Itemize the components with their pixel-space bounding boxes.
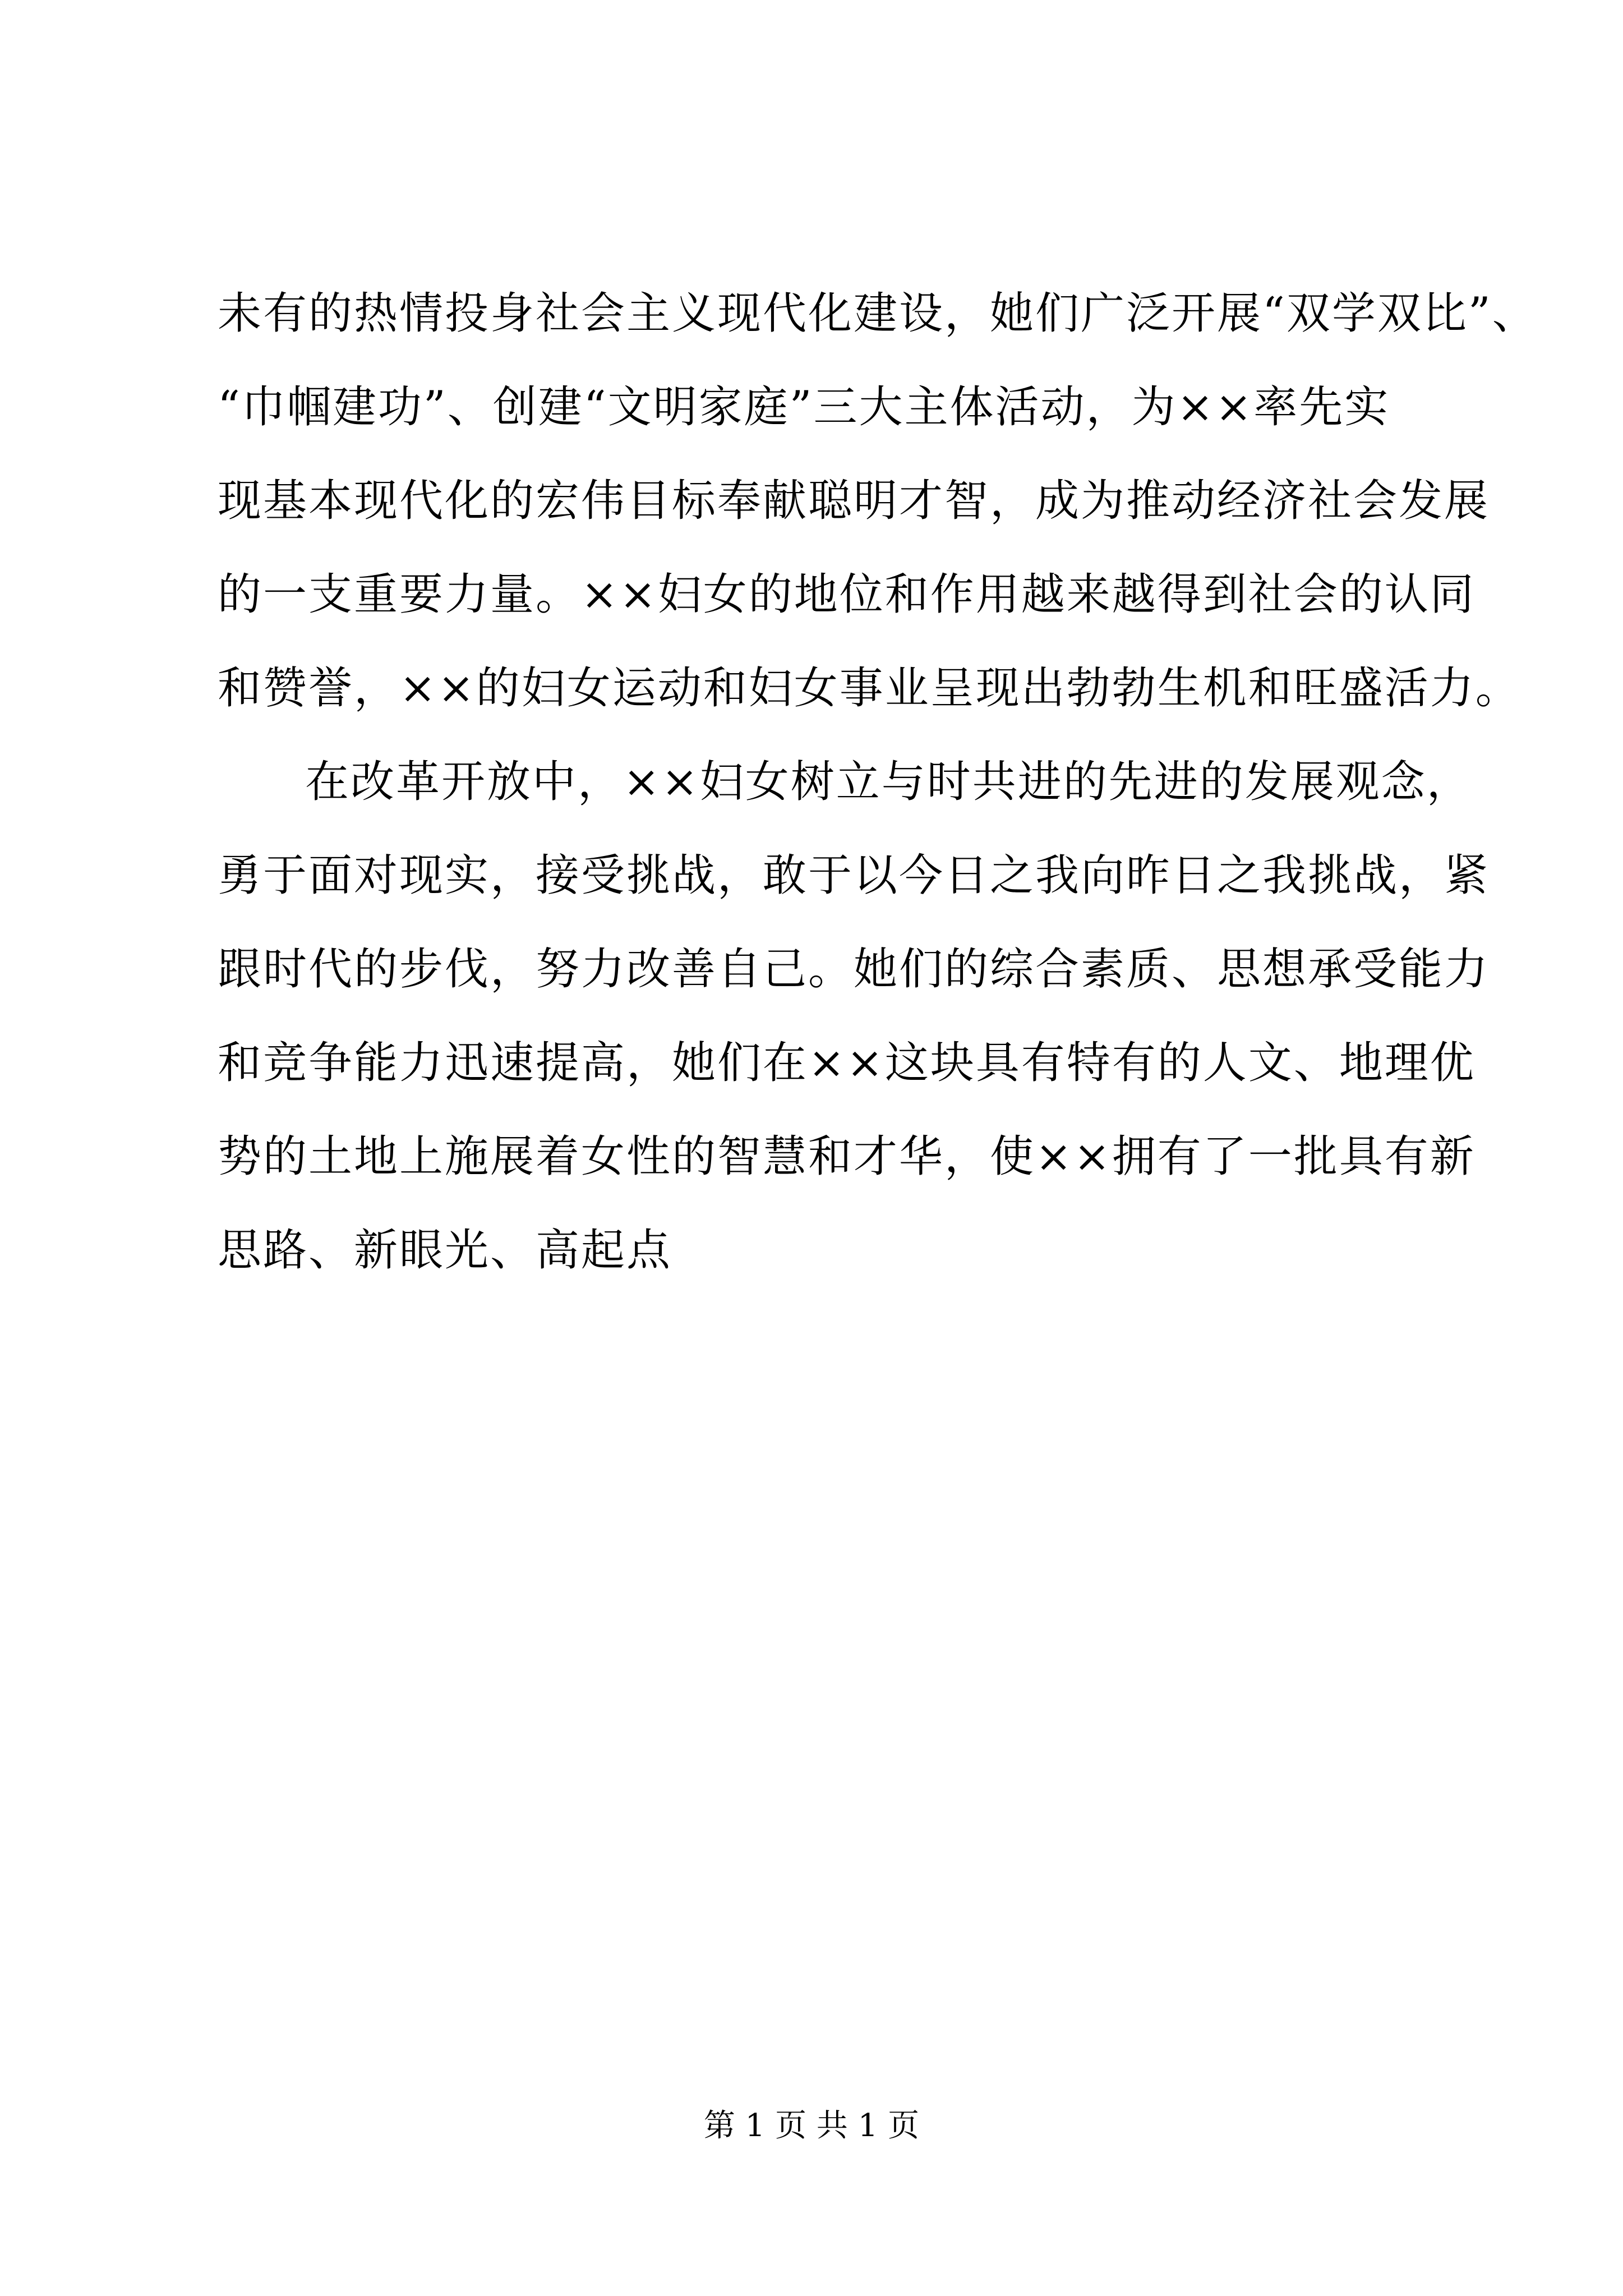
text-line: 思路、新眼光、高起点 bbox=[218, 1225, 672, 1276]
text-line: 勇于面对现实，接受挑战，敢于以今日之我向昨日之我挑战，紧 bbox=[218, 850, 1490, 901]
text-line: 和竞争能力迅速提高，她们在××这块具有特有的人文、地理优 bbox=[218, 1038, 1476, 1088]
text-line: 跟时代的步伐，努力改善自己。她们的综合素质、思想承受能力 bbox=[218, 944, 1490, 995]
text-line: 和赞誉，××的妇女运动和妇女事业呈现出勃勃生机和旺盛活力。 bbox=[218, 663, 1521, 714]
text-line: “巾帼建功”、创建“文明家庭”三大主体活动，为××率先实 bbox=[218, 382, 1390, 432]
text-line: 的一支重要力量。××妇女的地位和作用越来越得到社会的认同 bbox=[218, 569, 1476, 620]
text-line: 未有的热情投身社会主义现代化建设，她们广泛开展“双学双比”、 bbox=[218, 288, 1538, 339]
page-number-footer: 第 1 页 共 1 页 bbox=[703, 2108, 920, 2144]
paragraph-first-line: 在改革开放中，××妇女树立与时共进的先进的发展观念， bbox=[305, 757, 1472, 807]
text-line: 势的土地上施展着女性的智慧和才华，使××拥有了一批具有新 bbox=[218, 1131, 1476, 1182]
text-line: 现基本现代化的宏伟目标奉献聪明才智，成为推动经济社会发展 bbox=[218, 476, 1490, 526]
